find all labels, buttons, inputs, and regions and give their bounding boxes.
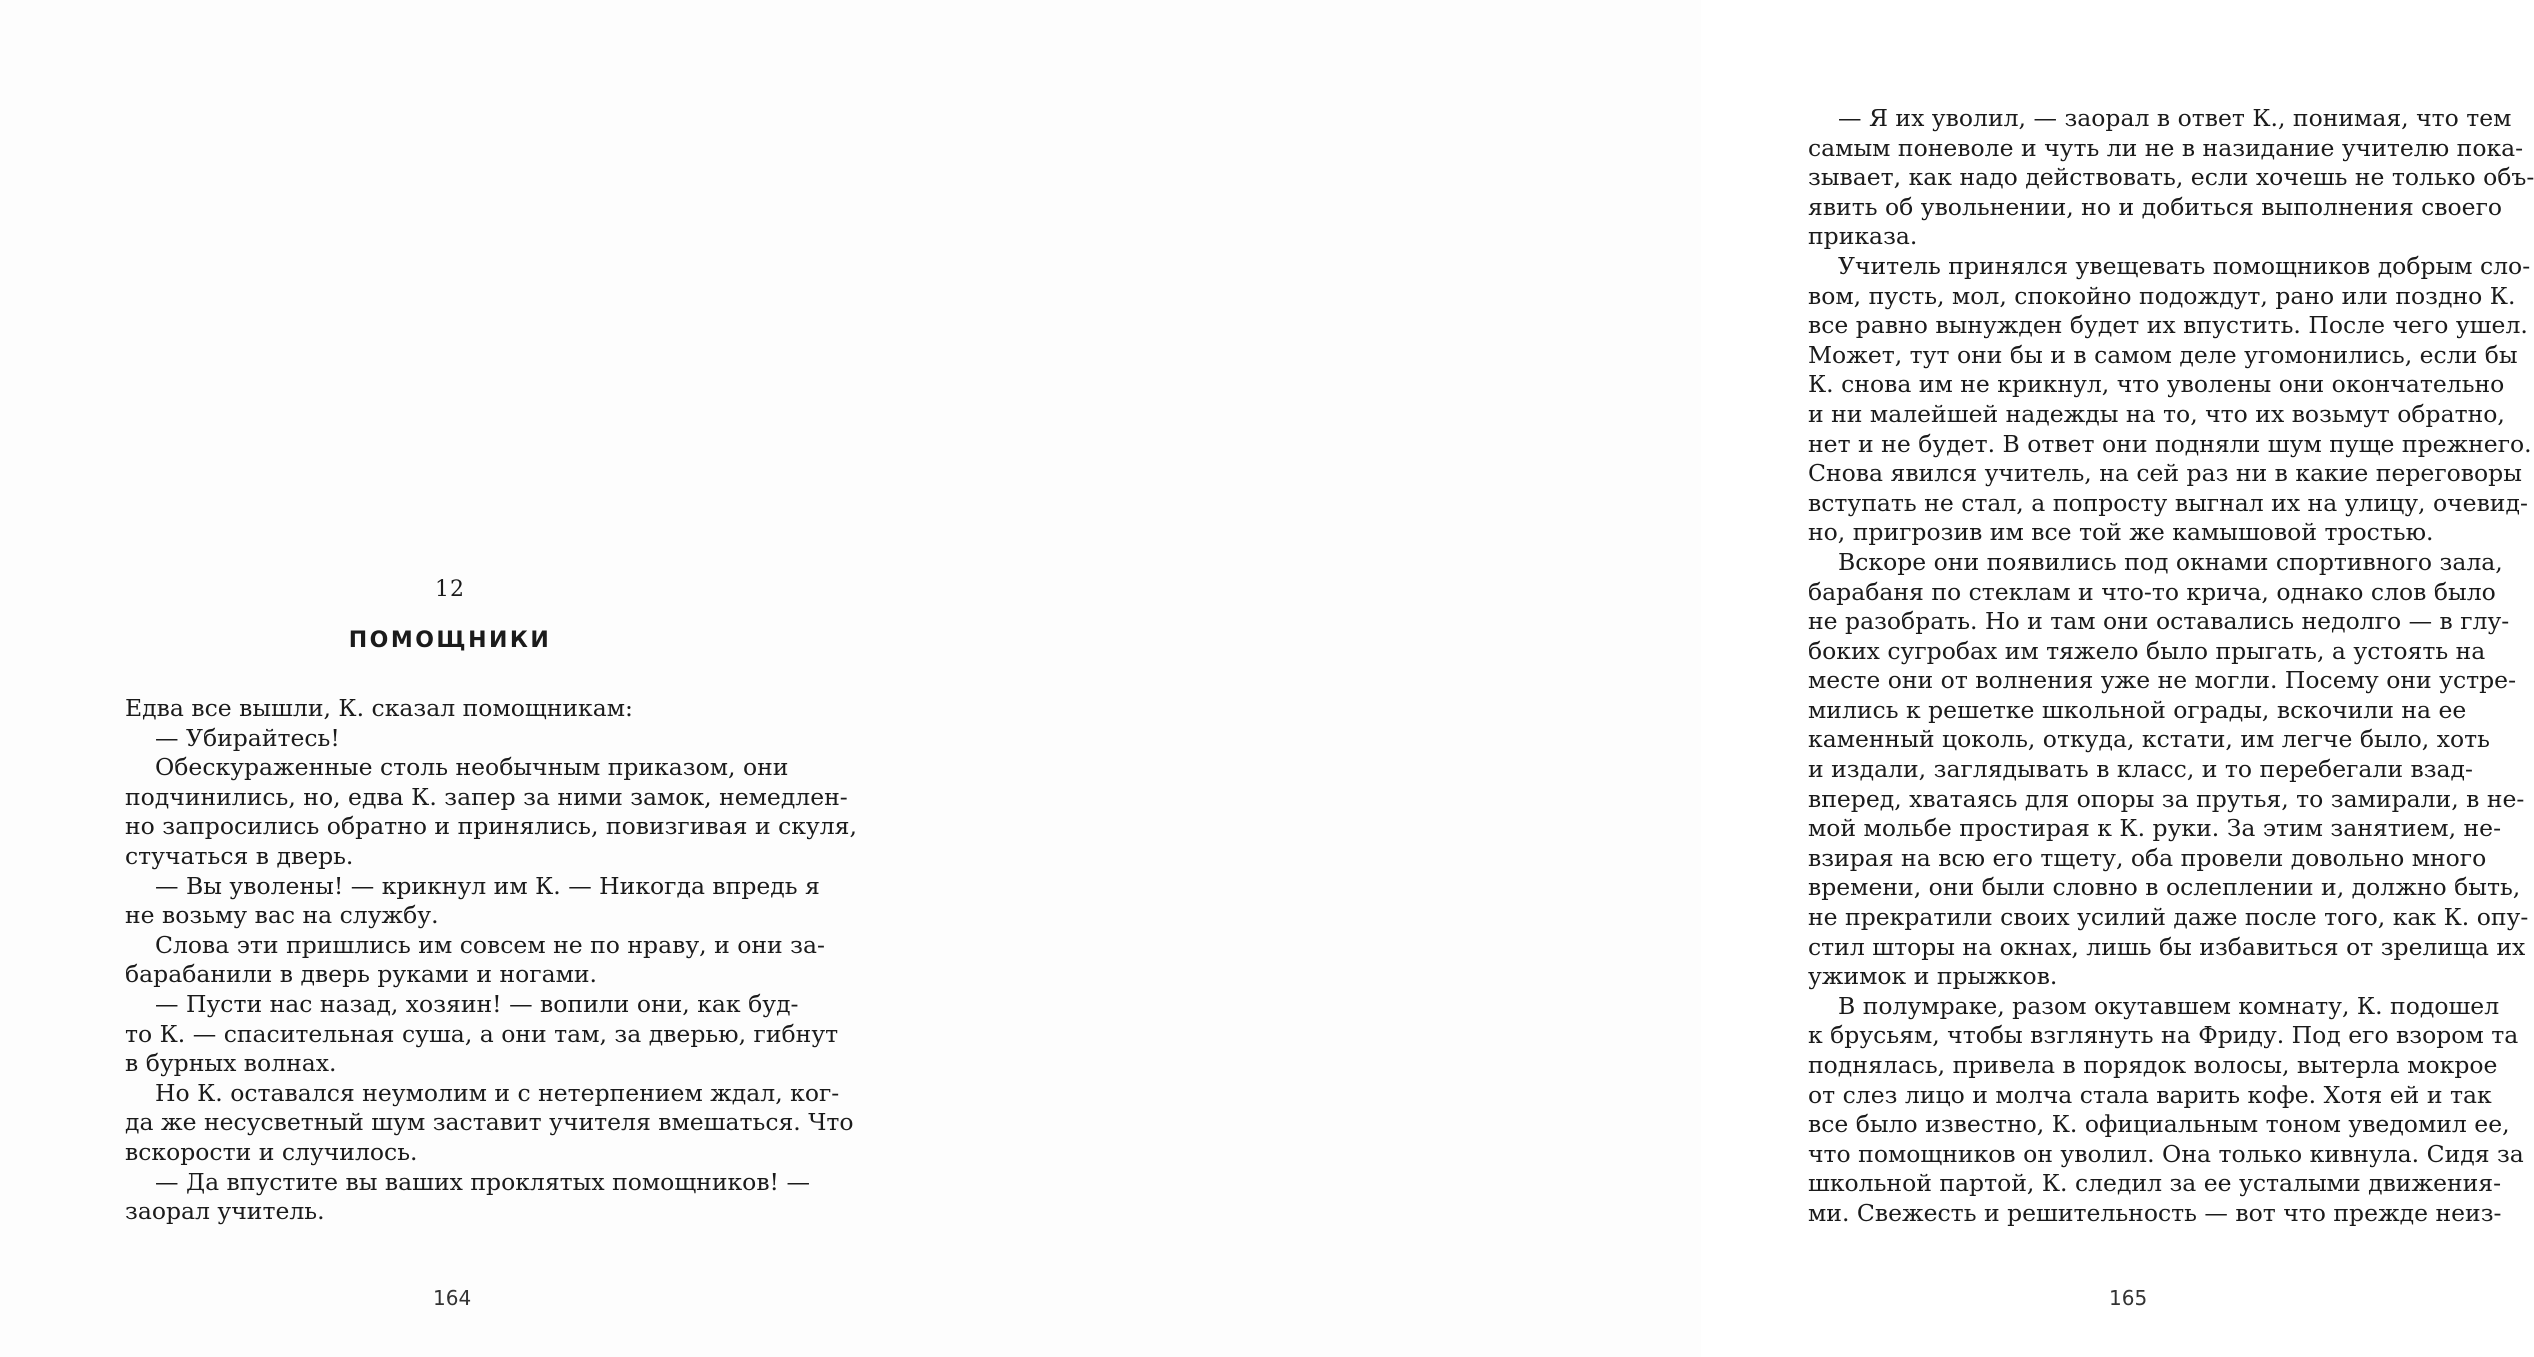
text-line: зывает, как надо действовать, если хочешь не только объ- — [1808, 163, 2534, 192]
text-line: Слова эти пришлись им совсем не по нраву, и они за- — [155, 930, 825, 959]
text-line: — Пусти нас назад, хозяин! — вопили они, как буд- — [155, 989, 799, 1018]
text-line: ми. Свежесть и решительность — вот что прежде неиз- — [1808, 1198, 2502, 1227]
text-line: Учитель принялся увещевать помощников добрым сло- — [1838, 251, 2531, 280]
text-line: в бурных волнах. — [125, 1049, 337, 1078]
text-line: ужимок и прыжков. — [1808, 962, 2058, 991]
text-line: не разобрать. Но и там они оставались недолго — в глу- — [1808, 607, 2510, 636]
text-line: Но К. оставался неумолим и с нетерпением ждал, ког- — [155, 1078, 840, 1107]
text-line: К. снова им не крикнул, что уволены они окончательно — [1808, 370, 2505, 399]
text-line: подчинились, но, едва К. запер за ними замок, немедлен- — [125, 782, 848, 811]
text-line: стил шторы на окнах, лишь бы избавиться от зрелища их — [1808, 932, 2526, 961]
text-line: но запросились обратно и принялись, повизгивая и скуля, — [125, 812, 857, 841]
text-line: мились к решетке школьной ограды, вскочили на ее — [1808, 695, 2467, 724]
text-line: вскорости и случилось. — [125, 1137, 418, 1166]
left-page-body — [125, 694, 857, 1227]
text-line: боких сугробах им тяжело было прыгать, а устоять на — [1808, 636, 2486, 665]
text-line: вперед, хватаясь для опоры за прутья, то замирали, в не- — [1808, 784, 2525, 813]
text-line: стучаться в дверь. — [125, 841, 354, 870]
text-line: — Убирайтесь! — [155, 723, 340, 752]
text-line: месте они от волнения уже не могли. Посему они устре- — [1808, 666, 2517, 695]
text-line: вступать не стал, а попросту выгнал их на улицу, очевид- — [1808, 488, 2528, 517]
chapter-number: 12 — [435, 577, 465, 602]
right-page — [850, 0, 2534, 1357]
text-line: не прекратили своих усилий даже после того, как К. опу- — [1808, 903, 2529, 932]
text-line: нет и не будет. В ответ они подняли шум пуще прежнего. — [1808, 429, 2532, 458]
text-line: мой мольбе простирая к К. руки. За этим занятием, не- — [1808, 814, 2502, 843]
right-page-body — [1808, 104, 2534, 1229]
text-line: все было известно, К. официальным тоном уведомил ее, — [1808, 1110, 2510, 1139]
text-line: вом, пусть, мол, спокойно подождут, рано или поздно К. — [1808, 281, 2516, 310]
text-line: барабанили в дверь руками и ногами. — [125, 960, 598, 989]
text-line: и ни малейшей надежды на то, что их возьмут обратно, — [1808, 399, 2505, 428]
text-line: — Да впустите вы ваших проклятых помощников! — — [155, 1167, 810, 1196]
left-page — [0, 0, 857, 1357]
text-line: Снова явился учитель, на сей раз ни в какие переговоры — [1808, 459, 2522, 488]
text-line: к брусьям, чтобы взглянуть на Фриду. Под его взором та — [1808, 1021, 2519, 1050]
text-line: — Я их уволил, — заорал в ответ К., понимая, что тем — [1838, 104, 2512, 132]
text-line: заорал учитель. — [125, 1197, 325, 1226]
text-line: но, пригрозив им все той же камышовой тростью. — [1808, 518, 2434, 547]
text-line: что помощников он уволил. Она только кивнула. Сидя за — [1808, 1139, 2524, 1168]
text-line: Едва все вышли, К. сказал помощникам: — [125, 694, 633, 722]
text-line: — Вы уволены! — крикнул им К. — Никогда впредь я — [155, 871, 820, 900]
text-line: явить об увольнении, но и добиться выполнения своего — [1808, 192, 2503, 221]
text-line: Может, тут они бы и в самом деле угомонились, если бы — [1808, 340, 2518, 369]
text-line: каменный цоколь, откуда, кстати, им легче было, хоть — [1808, 725, 2490, 754]
chapter-title: ПОМОЩНИКИ — [348, 628, 552, 653]
text-line: времени, они были словно в ослеплении и, должно быть, — [1808, 873, 2521, 902]
text-line: не возьму вас на службу. — [125, 901, 439, 930]
page-number-left: 164 — [433, 1286, 472, 1310]
text-line: В полумраке, разом окутавшем комнату, К. подошел — [1838, 991, 2500, 1020]
text-line: то К. — спасительная суша, а они там, за дверью, гибнут — [125, 1019, 839, 1048]
text-line: Вскоре они появились под окнами спортивного зала, — [1838, 547, 2503, 576]
text-line: самым поневоле и чуть ли не в назидание учителю пока- — [1808, 133, 2524, 162]
text-line: барабаня по стеклам и что-то крича, однако слов было — [1808, 577, 2496, 606]
text-line: да же несусветный шум заставит учителя вмешаться. Что — [125, 1108, 854, 1137]
text-line: школьной партой, К. следил за ее усталыми движения- — [1808, 1169, 2502, 1198]
page-number-right: 165 — [2109, 1286, 2148, 1310]
text-line: приказа. — [1808, 222, 1918, 251]
text-line: взирая на всю его тщету, оба провели довольно много — [1808, 843, 2487, 872]
text-line: поднялась, привела в порядок волосы, вытерла мокрое — [1808, 1051, 2498, 1079]
text-line: Обескураженные столь необычным приказом, они — [155, 753, 789, 782]
text-line: все равно вынужден будет их впустить. После чего ушел. — [1808, 311, 2528, 340]
text-line: от слез лицо и молча стала варить кофе. Хотя ей и так — [1808, 1080, 2492, 1109]
text-line: и издали, заглядывать в класс, и то перебегали взад- — [1808, 755, 2473, 784]
